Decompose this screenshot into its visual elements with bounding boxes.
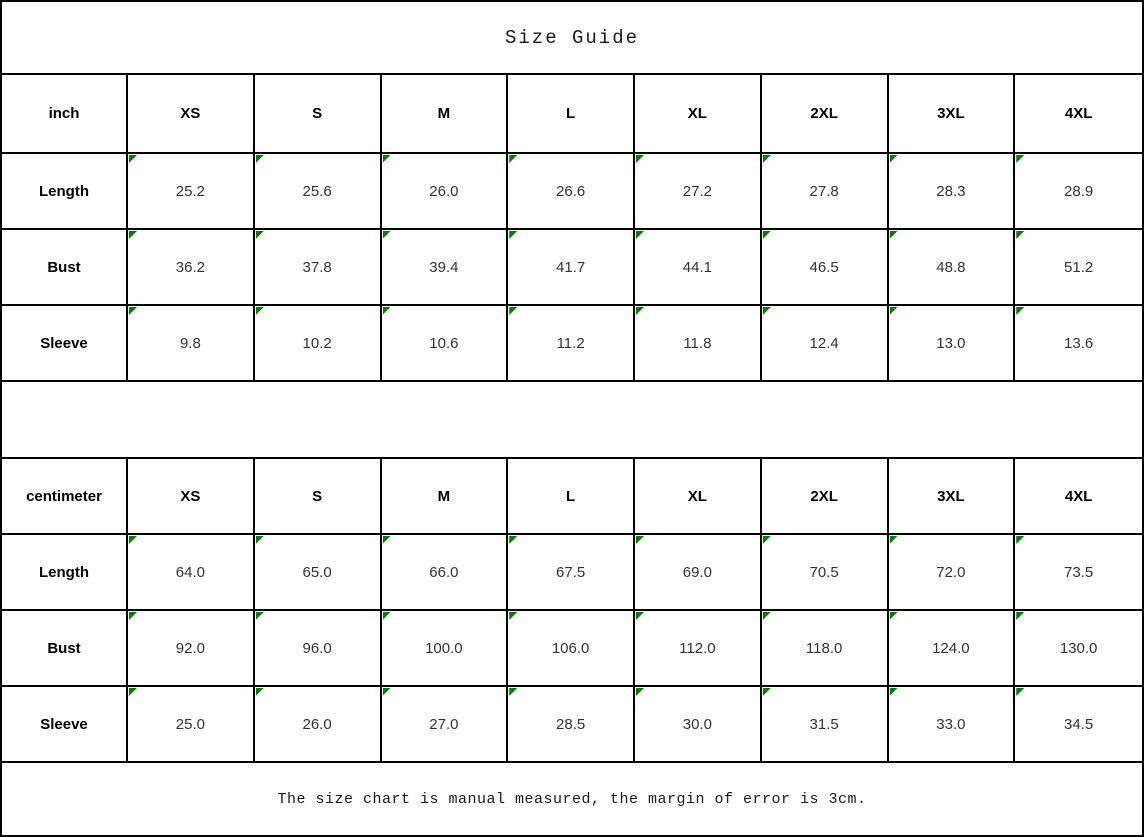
measurement-value-cell-text: 46.5 [809,258,839,276]
measurement-label-cell-text: Length [39,182,89,200]
unit-header-cell-text: inch [48,105,80,122]
cell-corner-marker-icon [763,231,771,239]
measurement-label-cell [2,306,128,382]
cell-corner-marker-icon [256,155,264,163]
cell-corner-marker-icon [763,612,771,620]
cell-corner-marker-icon [256,612,264,620]
size-header-cell [635,75,762,154]
measurement-value-cell [508,230,635,306]
measurement-value-cell-text: 28.3 [936,182,966,200]
measurement-label-cell-text: Sleeve [40,715,88,733]
measurement-value-cell [762,687,889,763]
size-header-cell-text: 4XL [1064,487,1093,505]
measurement-value-cell-text: 25.0 [175,715,205,733]
cell-corner-marker-icon [509,231,517,239]
measurement-value-cell [255,535,382,611]
cell-corner-marker-icon [763,155,771,163]
measurement-value-cell [128,154,255,230]
page-title: Size Guide [504,26,640,49]
measurement-label-cell-text: Length [39,563,89,581]
measurement-value-cell-text: 34.5 [1064,715,1094,733]
unit-header-cell-text: centimeter [26,487,102,505]
cell-corner-marker-icon [129,307,137,315]
cell-corner-marker-icon [636,688,644,696]
measurement-value-cell [1015,535,1142,611]
measurement-value-cell-text: 31.5 [809,715,839,733]
measurement-value-cell-text: 9.8 [179,334,201,352]
size-header-cell [889,459,1016,535]
footer-row [2,763,1142,835]
measurement-value-cell-text: 27.2 [682,182,712,200]
spacer-row [2,382,1142,459]
size-header-cell [508,75,635,154]
measurement-value-cell [128,611,255,687]
footer-note: The size chart is manual measured, the margin of error is 3cm. [277,790,867,808]
measurement-value-cell [889,687,1016,763]
cell-corner-marker-icon [1016,688,1024,696]
measurement-value-cell [889,535,1016,611]
cell-corner-marker-icon [383,307,391,315]
size-header-cell [635,459,762,535]
cell-corner-marker-icon [763,307,771,315]
measurement-value-cell-text: 65.0 [302,563,332,581]
size-header-cell-text: S [312,487,323,505]
cell-corner-marker-icon [636,536,644,544]
measurement-value-cell [382,687,509,763]
size-header-cell [255,75,382,154]
size-header-cell [889,75,1016,154]
measurement-value-cell-text: 44.1 [682,258,712,276]
cell-corner-marker-icon [763,688,771,696]
measurement-value-cell [382,154,509,230]
cell-corner-marker-icon [129,155,137,163]
measurement-label-cell [2,535,128,611]
cell-corner-marker-icon [129,536,137,544]
size-header-cell-text: XL [687,105,707,122]
size-header-cell [382,75,509,154]
measurement-value-cell [255,230,382,306]
cell-corner-marker-icon [636,155,644,163]
measurement-value-cell [255,687,382,763]
cell-corner-marker-icon [383,688,391,696]
measurement-value-cell-text: 10.2 [302,334,332,352]
measurement-value-cell [508,154,635,230]
unit-header-cell [2,459,128,535]
cell-corner-marker-icon [509,688,517,696]
measurement-value-cell-text: 118.0 [805,639,843,657]
measurement-label-cell [2,230,128,306]
size-header-cell-text: 4XL [1064,105,1093,122]
measurement-value-cell [635,230,762,306]
measurement-value-cell-text: 12.4 [809,334,839,352]
size-header-cell-text: L [566,487,576,505]
measurement-value-cell [1015,611,1142,687]
cell-corner-marker-icon [509,536,517,544]
measurement-value-cell-text: 69.0 [682,563,712,581]
measurement-value-cell-text: 25.6 [302,182,332,200]
measurement-value-cell-text: 13.6 [1064,334,1094,352]
measurement-label-cell [2,611,128,687]
measurement-value-cell-text: 10.6 [429,334,459,352]
size-table-centimeter [2,459,1142,763]
size-table-inch [2,75,1142,382]
measurement-value-cell [128,687,255,763]
measurement-value-cell [255,306,382,382]
measurement-value-cell-text: 28.5 [556,715,586,733]
size-header-cell-text: L [566,105,576,122]
measurement-value-cell-text: 124.0 [932,639,970,657]
cell-corner-marker-icon [763,536,771,544]
measurement-value-cell [889,611,1016,687]
measurement-value-cell-text: 33.0 [936,715,966,733]
size-header-cell [508,459,635,535]
size-header-cell [128,459,255,535]
measurement-value-cell [635,154,762,230]
title-row [2,2,1142,75]
measurement-value-cell-text: 26.0 [302,715,332,733]
measurement-value-cell-text: 28.9 [1064,182,1094,200]
size-header-cell-text: 2XL [810,487,838,505]
measurement-value-cell-text: 11.2 [556,334,585,352]
cell-corner-marker-icon [890,307,898,315]
size-header-cell-text: 3XL [937,487,965,505]
measurement-label-cell [2,687,128,763]
measurement-value-cell-text: 112.0 [679,639,716,657]
measurement-value-cell [1015,230,1142,306]
size-header-cell-text: M [437,487,451,505]
measurement-value-cell-text: 13.0 [936,334,966,352]
measurement-value-cell [762,306,889,382]
cell-corner-marker-icon [383,231,391,239]
cell-corner-marker-icon [1016,536,1024,544]
cell-corner-marker-icon [636,231,644,239]
measurement-value-cell [635,535,762,611]
cell-corner-marker-icon [509,155,517,163]
size-header-cell [382,459,509,535]
cell-corner-marker-icon [890,155,898,163]
measurement-value-cell-text: 96.0 [302,639,332,657]
measurement-value-cell [762,230,889,306]
size-header-cell [762,75,889,154]
cell-corner-marker-icon [383,155,391,163]
measurement-value-cell-text: 26.6 [556,182,586,200]
measurement-value-cell [762,535,889,611]
measurement-value-cell-text: 30.0 [682,715,712,733]
cell-corner-marker-icon [1016,307,1024,315]
measurement-value-cell [128,535,255,611]
measurement-value-cell-text: 64.0 [175,563,205,581]
size-header-cell-text: 3XL [937,105,965,122]
cell-corner-marker-icon [1016,231,1024,239]
measurement-value-cell-text: 67.5 [556,563,586,581]
cell-corner-marker-icon [890,612,898,620]
size-header-cell [128,75,255,154]
cell-corner-marker-icon [636,612,644,620]
measurement-label-cell [2,154,128,230]
cell-corner-marker-icon [890,688,898,696]
cell-corner-marker-icon [129,231,137,239]
measurement-value-cell [382,611,509,687]
size-header-cell-text: M [437,105,451,122]
measurement-value-cell [635,611,762,687]
cell-corner-marker-icon [129,612,137,620]
measurement-value-cell-text: 39.4 [429,258,459,276]
size-header-cell [1015,459,1142,535]
cell-corner-marker-icon [256,307,264,315]
measurement-label-cell-text: Bust [47,258,81,276]
measurement-value-cell-text: 66.0 [429,563,459,581]
measurement-value-cell-text: 73.5 [1064,563,1094,581]
measurement-value-cell [635,306,762,382]
measurement-value-cell [889,306,1016,382]
measurement-value-cell-text: 100.0 [425,639,463,657]
cell-corner-marker-icon [509,612,517,620]
measurement-value-cell [382,535,509,611]
measurement-value-cell [128,230,255,306]
unit-header-cell [2,75,128,154]
measurement-value-cell-text: 26.0 [429,182,459,200]
size-header-cell [762,459,889,535]
measurement-value-cell [762,154,889,230]
measurement-value-cell [382,230,509,306]
size-header-cell-text: XL [687,487,707,505]
size-header-cell-text: XS [180,105,201,122]
cell-corner-marker-icon [256,231,264,239]
measurement-value-cell-text: 25.2 [175,182,205,200]
cell-corner-marker-icon [256,536,264,544]
size-header-cell-text: 2XL [810,105,838,122]
size-header-cell [255,459,382,535]
measurement-value-cell [1015,687,1142,763]
cell-corner-marker-icon [1016,155,1024,163]
measurement-value-cell [1015,154,1142,230]
measurement-value-cell [889,230,1016,306]
cell-corner-marker-icon [256,688,264,696]
measurement-value-cell-text: 27.8 [809,182,839,200]
cell-corner-marker-icon [890,536,898,544]
measurement-value-cell-text: 41.7 [556,258,586,276]
cell-corner-marker-icon [383,536,391,544]
measurement-value-cell [635,687,762,763]
cell-corner-marker-icon [509,307,517,315]
measurement-value-cell [255,611,382,687]
measurement-value-cell [128,306,255,382]
measurement-value-cell-text: 11.8 [683,334,712,352]
measurement-value-cell [382,306,509,382]
measurement-value-cell-text: 27.0 [429,715,459,733]
measurement-value-cell-text: 106.0 [551,639,590,657]
measurement-label-cell-text: Sleeve [40,334,88,352]
measurement-value-cell [889,154,1016,230]
measurement-value-cell-text: 70.5 [809,563,839,581]
measurement-value-cell-text: 48.8 [936,258,966,276]
measurement-value-cell-text: 92.0 [175,639,205,657]
cell-corner-marker-icon [1016,612,1024,620]
cell-corner-marker-icon [129,688,137,696]
cell-corner-marker-icon [890,231,898,239]
measurement-value-cell [508,687,635,763]
measurement-value-cell-text: 37.8 [302,258,332,276]
measurement-value-cell [508,535,635,611]
measurement-value-cell-text: 72.0 [936,563,966,581]
measurement-label-cell-text: Bust [47,639,81,657]
size-header-cell [1015,75,1142,154]
size-header-cell-text: XS [180,487,201,505]
measurement-value-cell-text: 130.0 [1059,639,1098,657]
measurement-value-cell [508,306,635,382]
measurement-value-cell-text: 51.2 [1064,258,1094,276]
measurement-value-cell [1015,306,1142,382]
measurement-value-cell [762,611,889,687]
cell-corner-marker-icon [636,307,644,315]
measurement-value-cell-text: 36.2 [175,258,205,276]
size-header-cell-text: S [312,105,323,122]
measurement-value-cell [255,154,382,230]
cell-corner-marker-icon [383,612,391,620]
measurement-value-cell [508,611,635,687]
